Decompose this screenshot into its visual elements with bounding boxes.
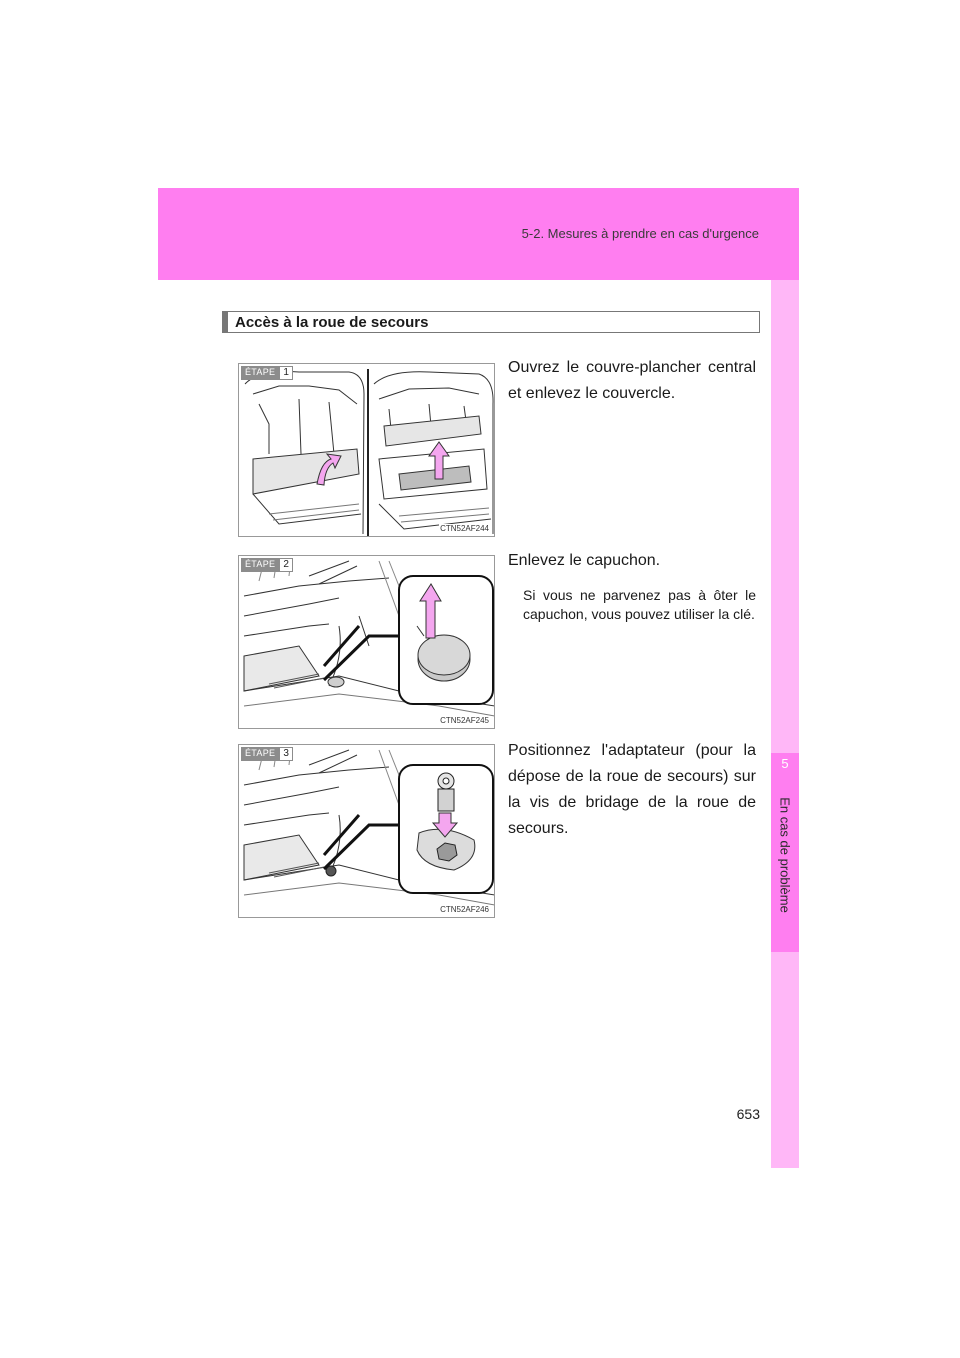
step-label: ÉTAPE (241, 558, 279, 572)
step-2-text: Enlevez le capuchon. (508, 552, 661, 569)
section-heading-accent (223, 312, 228, 332)
chapter-number: 5 (781, 756, 789, 771)
breadcrumb: 5-2. Mesures à prendre en cas d'urgence (521, 226, 759, 241)
step-number: 3 (279, 747, 293, 761)
step-2-note: Si vous ne parvenez pas à ôter le capuchon, vous pouvez utiliser la clé. (523, 587, 756, 622)
step-3-text: Positionnez l'adaptateur (pour la dépose de la roue de secours) sur la vis de bridage de la roue de secours. (508, 742, 756, 837)
cap-removal-illustration (239, 556, 495, 729)
cap-small-icon (328, 677, 344, 687)
figure-code: CTN52AF246 (440, 905, 489, 914)
step-1-figure (238, 363, 495, 537)
step-3-figure (238, 744, 495, 918)
step-label: ÉTAPE (241, 366, 279, 380)
page-number: 653 (736, 1106, 760, 1122)
page-header (158, 188, 799, 280)
adapter-positioning-illustration (239, 745, 495, 918)
step-number: 2 (279, 558, 293, 572)
callout-lines (324, 636, 399, 680)
trunk-floor-cover-illustration (239, 364, 495, 537)
figure-code: CTN52AF244 (440, 524, 489, 533)
section-heading (222, 311, 760, 333)
step-2-figure (238, 555, 495, 729)
section-title: Accès à la roue de secours (235, 314, 429, 331)
step-1-text: Ouvrez le couvre-plancher central et enlevez le couvercle. (508, 359, 756, 402)
step-number: 1 (279, 366, 293, 380)
step-3-badge (241, 747, 293, 761)
figure-code: CTN52AF245 (440, 716, 489, 725)
step-label: ÉTAPE (241, 747, 279, 761)
step-2-badge (241, 558, 293, 572)
step-1-badge (241, 366, 293, 380)
callout-lines (324, 825, 399, 869)
chapter-title: En cas de problème (777, 797, 793, 913)
chapter-side-tab (771, 280, 799, 1168)
